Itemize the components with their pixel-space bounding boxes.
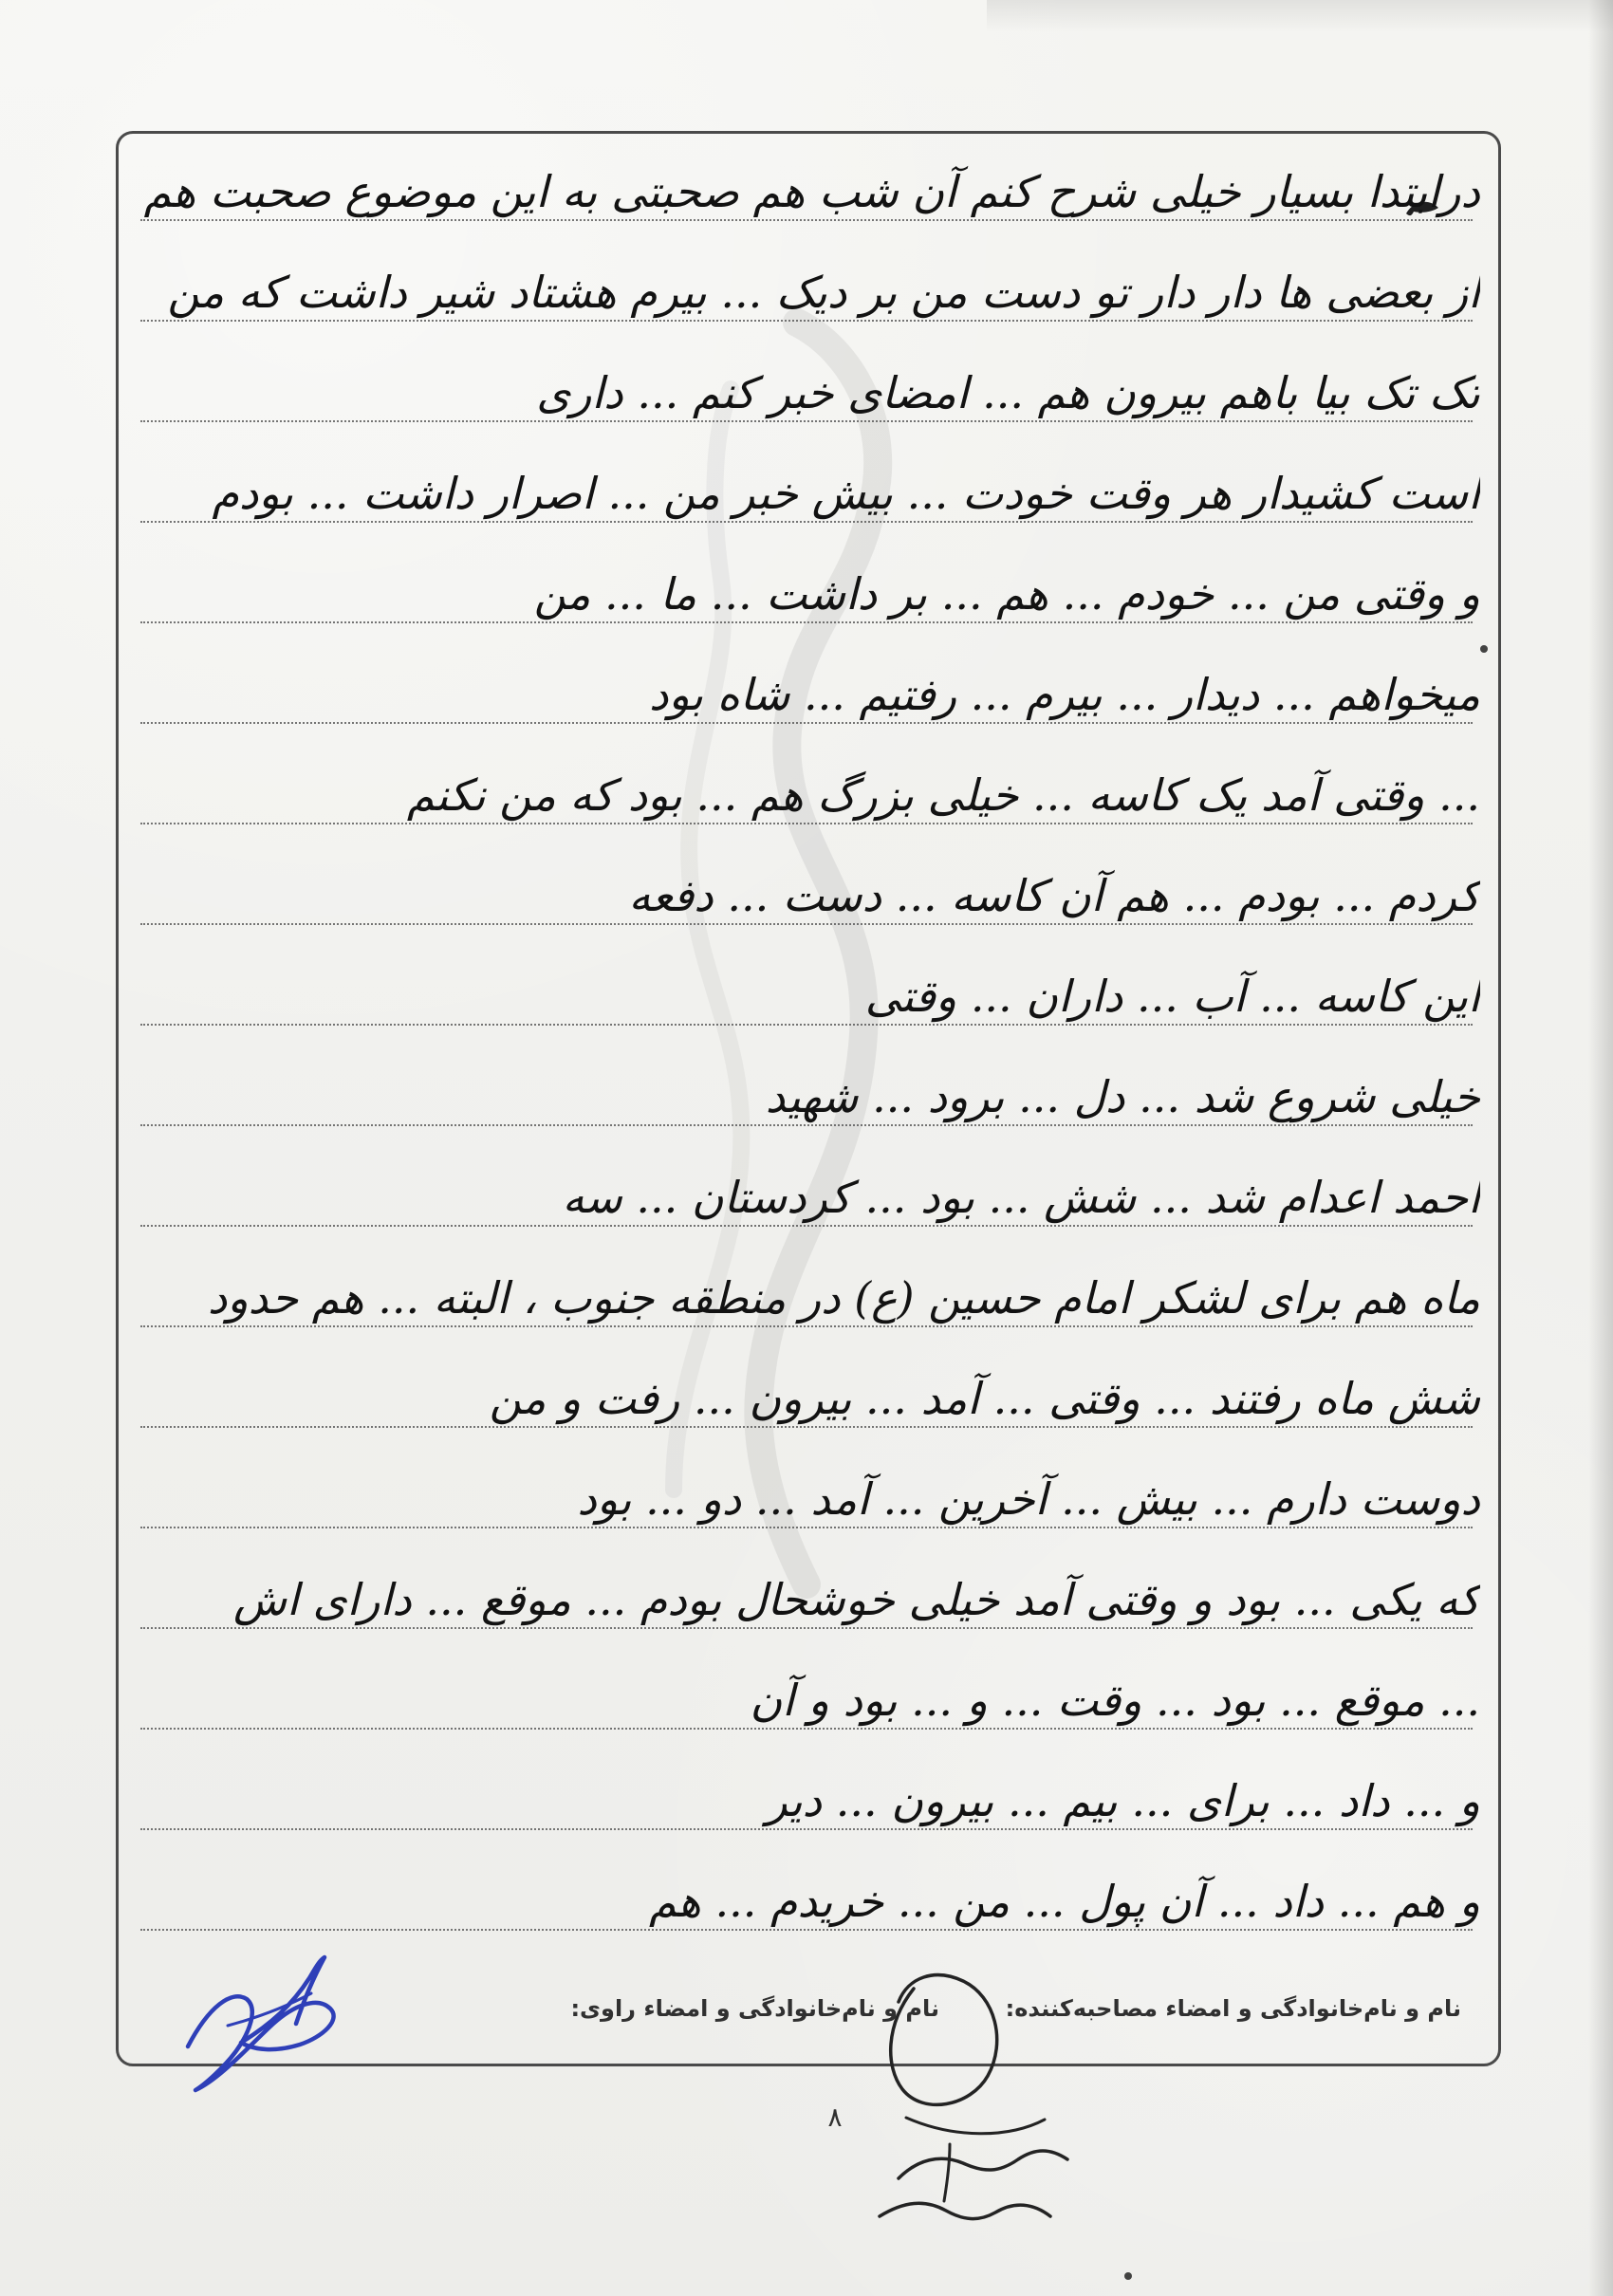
text-line: که یکی ... بود و وقتی آمد خیلی خوشحال بودم ... موقع ... دارای اش: [133, 1560, 1480, 1639]
text-line: میخواهم ... دیدار ... بیرم ... رفتیم ... شاه بود: [133, 655, 1480, 734]
page-edge-shadow: [1588, 0, 1613, 2296]
text-line: ماه هم برای لشکر امام حسین (ع) در منطقه جنوب ، البته ... هم حدود: [133, 1258, 1480, 1338]
page-number: ۸: [827, 2102, 843, 2133]
text-line: و هم ... داد ... آن پول ... من ... خریدم ... هم: [133, 1861, 1480, 1941]
text-line: کردم ... بودم ... هم آن کاسه ... دست ... دفعه: [133, 856, 1480, 935]
text-line: شش ماه رفتند ... وقتی ... آمد ... بیرون ... رفت و من: [133, 1359, 1480, 1438]
text-line: از بعضی ها دار دار تو دست من بر دیک ... بیرم هشتاد شیر داشت که من: [133, 252, 1480, 332]
signature-icon: [811, 1945, 1124, 2249]
text-line: احمد اعدام شد ... شش ... بود ... کردستان ... سه: [133, 1157, 1480, 1237]
text-line: دوست دارم ... بیش ... آخرین ... آمد ... دو ... بود: [133, 1459, 1480, 1539]
handwritten-text-area: [133, 152, 1480, 1964]
scan-top-shadow: [987, 0, 1613, 32]
text-line: است کشیدار هر وقت خودت ... بیش خبر من ... اصرار داشت ... بودم: [133, 454, 1480, 533]
narrator-label: نام و نام‌خانوادگی و امضاء راوی:: [570, 1995, 939, 2022]
signature-icon: [171, 1940, 351, 2102]
text-line: و ... داد ... برای ... بیم ... بیرون ... دیر: [133, 1761, 1480, 1841]
text-line: ... وقتی آمد یک کاسه ... خیلی بزرگ هم ... بود که من نکنم: [133, 755, 1480, 835]
interviewer-label: نام و نام‌خانوادگی و امضاء مصاحبه‌کننده:: [1005, 1995, 1461, 2022]
margin-dot: [1480, 645, 1488, 653]
text-line: درابتدا بسیار خیلی شرح کنم آن شب هم صحبتی به این موضوع صحبت هم: [133, 152, 1480, 231]
text-line: تک تک بیا باهم بیرون هم ... امضای خبر کنم ... داری: [133, 353, 1480, 433]
text-line: این کاسه ... آب ... داران ... وقتی: [133, 956, 1480, 1036]
bottom-dot: [1124, 2272, 1132, 2280]
text-line: خیلی شروع شد ... دل ... برود ... شهید: [133, 1057, 1480, 1137]
text-line: ... موقع ... بود ... وقت ... و ... بود و آن: [133, 1660, 1480, 1740]
text-line: و وقتی من ... خودم ... هم ... بر داشت ... ما ... من: [133, 554, 1480, 634]
